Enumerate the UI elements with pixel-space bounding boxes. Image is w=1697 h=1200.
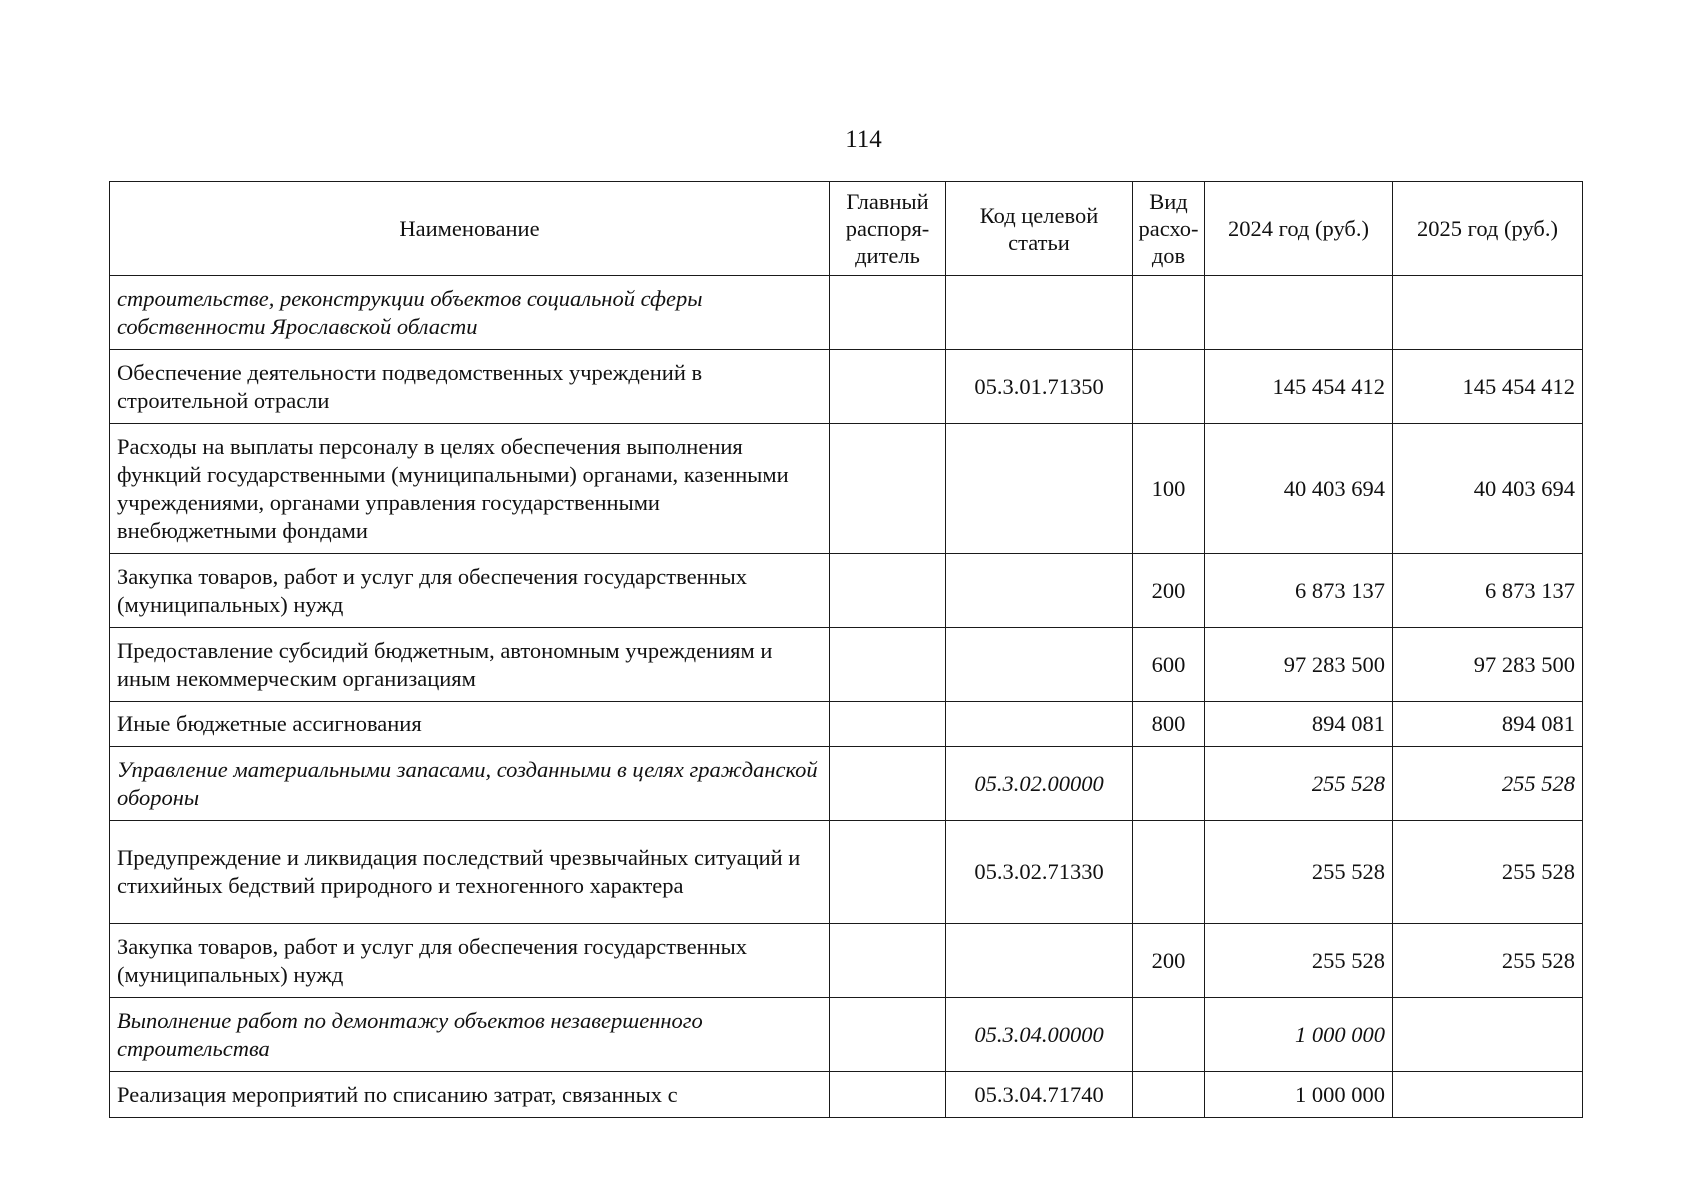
cell-2024: 1 000 000: [1205, 1072, 1393, 1118]
table-header: [110, 182, 1583, 276]
cell-expense-type: 600: [1133, 628, 1205, 702]
cell-2025: 255 528: [1393, 821, 1583, 924]
table-row: [110, 702, 1583, 747]
cell-main-manager: [830, 821, 946, 924]
cell-2024: 255 528: [1205, 747, 1393, 821]
cell-target-code: [946, 702, 1133, 747]
cell-name: Предоставление субсидий бюджетным, автономным учреждениям и иным некоммерческим организациям: [110, 628, 830, 702]
cell-target-code: [946, 424, 1133, 554]
header-target-code: Код целевой статьи: [946, 182, 1133, 276]
table-row: [110, 554, 1583, 628]
cell-expense-type: 200: [1133, 554, 1205, 628]
cell-target-code: [946, 628, 1133, 702]
cell-2025: 97 283 500: [1393, 628, 1583, 702]
header-expense-type: Вид расхо-дов: [1133, 182, 1205, 276]
table-row: [110, 747, 1583, 821]
table-row: [110, 424, 1583, 554]
cell-target-code: 05.3.02.71330: [946, 821, 1133, 924]
cell-name: Закупка товаров, работ и услуг для обеспечения государственных (муниципальных) нужд: [110, 554, 830, 628]
cell-expense-type: [1133, 998, 1205, 1072]
cell-target-code: 05.3.04.71740: [946, 1072, 1133, 1118]
cell-name: Выполнение работ по демонтажу объектов незавершенного строительства: [110, 998, 830, 1072]
cell-2025: 255 528: [1393, 747, 1583, 821]
table-row: [110, 924, 1583, 998]
header-main-manager: Главный распоря-дитель: [830, 182, 946, 276]
cell-2025: [1393, 1072, 1583, 1118]
cell-name: Расходы на выплаты персоналу в целях обеспечения выполнения функций государственными (муниципальными) органами, казенными учреждениями, органами управления государственными внебюджетными фондами: [110, 424, 830, 554]
cell-target-code: 05.3.04.00000: [946, 998, 1133, 1072]
cell-name: Иные бюджетные ассигнования: [110, 702, 830, 747]
cell-name: Закупка товаров, работ и услуг для обеспечения государственных (муниципальных) нужд: [110, 924, 830, 998]
cell-main-manager: [830, 1072, 946, 1118]
cell-main-manager: [830, 998, 946, 1072]
cell-2025: [1393, 276, 1583, 350]
cell-main-manager: [830, 702, 946, 747]
table-row: [110, 821, 1583, 924]
cell-expense-type: 800: [1133, 702, 1205, 747]
cell-2024: 894 081: [1205, 702, 1393, 747]
cell-target-code: 05.3.01.71350: [946, 350, 1133, 424]
cell-2024: [1205, 276, 1393, 350]
cell-2024: 255 528: [1205, 821, 1393, 924]
cell-2024: 145 454 412: [1205, 350, 1393, 424]
cell-target-code: [946, 924, 1133, 998]
cell-2025: [1393, 998, 1583, 1072]
cell-name: Реализация мероприятий по списанию затрат, связанных с: [110, 1072, 830, 1118]
cell-main-manager: [830, 276, 946, 350]
table-row: [110, 628, 1583, 702]
cell-2025: 6 873 137: [1393, 554, 1583, 628]
cell-name: строительстве, реконструкции объектов социальной сферы собственности Ярославской области: [110, 276, 830, 350]
cell-expense-type: 100: [1133, 424, 1205, 554]
cell-expense-type: [1133, 821, 1205, 924]
cell-target-code: [946, 276, 1133, 350]
cell-2024: 6 873 137: [1205, 554, 1393, 628]
cell-main-manager: [830, 747, 946, 821]
cell-expense-type: [1133, 1072, 1205, 1118]
cell-main-manager: [830, 628, 946, 702]
cell-main-manager: [830, 554, 946, 628]
page-number: 114: [845, 126, 882, 153]
cell-2024: 40 403 694: [1205, 424, 1393, 554]
cell-2025: 255 528: [1393, 924, 1583, 998]
cell-name: Обеспечение деятельности подведомственных учреждений в строительной отрасли: [110, 350, 830, 424]
cell-target-code: [946, 554, 1133, 628]
header-2025: 2025 год (руб.): [1393, 182, 1583, 276]
cell-2025: 40 403 694: [1393, 424, 1583, 554]
cell-expense-type: [1133, 747, 1205, 821]
cell-2025: 145 454 412: [1393, 350, 1583, 424]
cell-2024: 97 283 500: [1205, 628, 1393, 702]
cell-2024: 255 528: [1205, 924, 1393, 998]
cell-name: Управление материальными запасами, созданными в целях гражданской обороны: [110, 747, 830, 821]
cell-name: Предупреждение и ликвидация последствий чрезвычайных ситуаций и стихийных бедствий природного и техногенного характера: [110, 821, 830, 924]
cell-main-manager: [830, 350, 946, 424]
table-row: [110, 276, 1583, 350]
cell-2024: 1 000 000: [1205, 998, 1393, 1072]
table-row: [110, 1072, 1583, 1118]
table-body: [110, 276, 1583, 1118]
cell-expense-type: 200: [1133, 924, 1205, 998]
header-row: [110, 182, 1583, 276]
cell-2025: 894 081: [1393, 702, 1583, 747]
budget-table: [109, 181, 1583, 1118]
cell-expense-type: [1133, 276, 1205, 350]
cell-main-manager: [830, 924, 946, 998]
cell-expense-type: [1133, 350, 1205, 424]
header-name: Наименование: [110, 182, 830, 276]
cell-main-manager: [830, 424, 946, 554]
header-2024: 2024 год (руб.): [1205, 182, 1393, 276]
cell-target-code: 05.3.02.00000: [946, 747, 1133, 821]
table-row: [110, 350, 1583, 424]
table-row: [110, 998, 1583, 1072]
